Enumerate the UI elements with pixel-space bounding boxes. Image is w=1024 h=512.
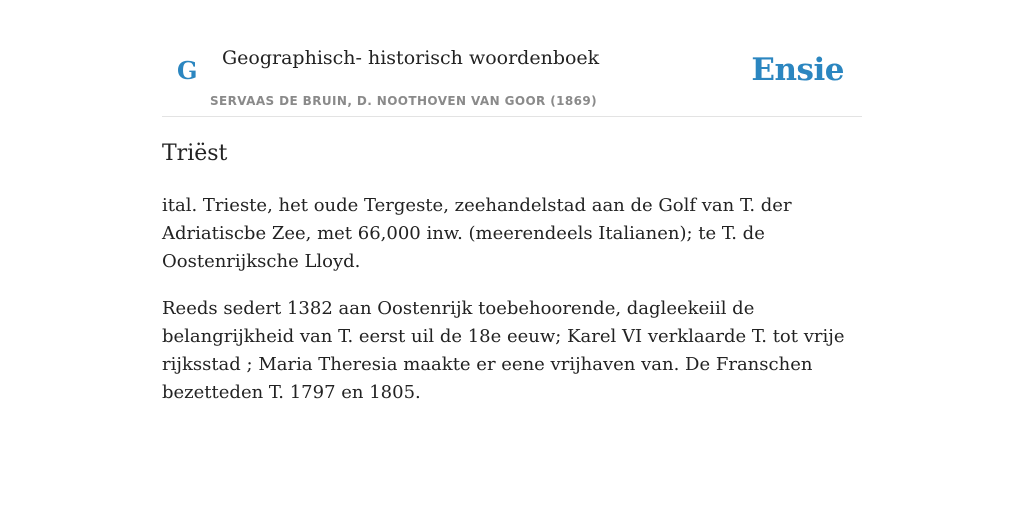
- entry-paragraph-1: ital. Trieste, het oude Tergeste, zeehandelstad aan de Golf van T. der Adriatiscbe Zee, met 66,000 inw. (meerendeels Italianen); te T. de Oostenrijksche Lloyd.: [162, 195, 792, 272]
- book-author: SERVAAS DE BRUIN, D. NOOTHOVEN VAN GOOR (1869): [210, 94, 598, 108]
- entry-title: Triëst: [162, 141, 228, 166]
- ensie-logo[interactable]: Ensie: [751, 52, 844, 88]
- entry-paragraph-2: Reeds sedert 1382 aan Oostenrijk toebehoorende, dagleekeiil de belangrijkheid van T. eerst uil de 18e eeuw; Karel VI verklaarde T. tot vrije rijksstad ; Maria Theresia maakte er eene vrijhaven van. De Franschen bezetteden T. 1797 en 1805.: [162, 298, 845, 403]
- book-letter-link[interactable]: G: [177, 56, 198, 85]
- book-title-link[interactable]: Geographisch- historisch woordenboek: [222, 47, 600, 69]
- entry-content: [162, 138, 862, 407]
- book-header: [162, 30, 862, 117]
